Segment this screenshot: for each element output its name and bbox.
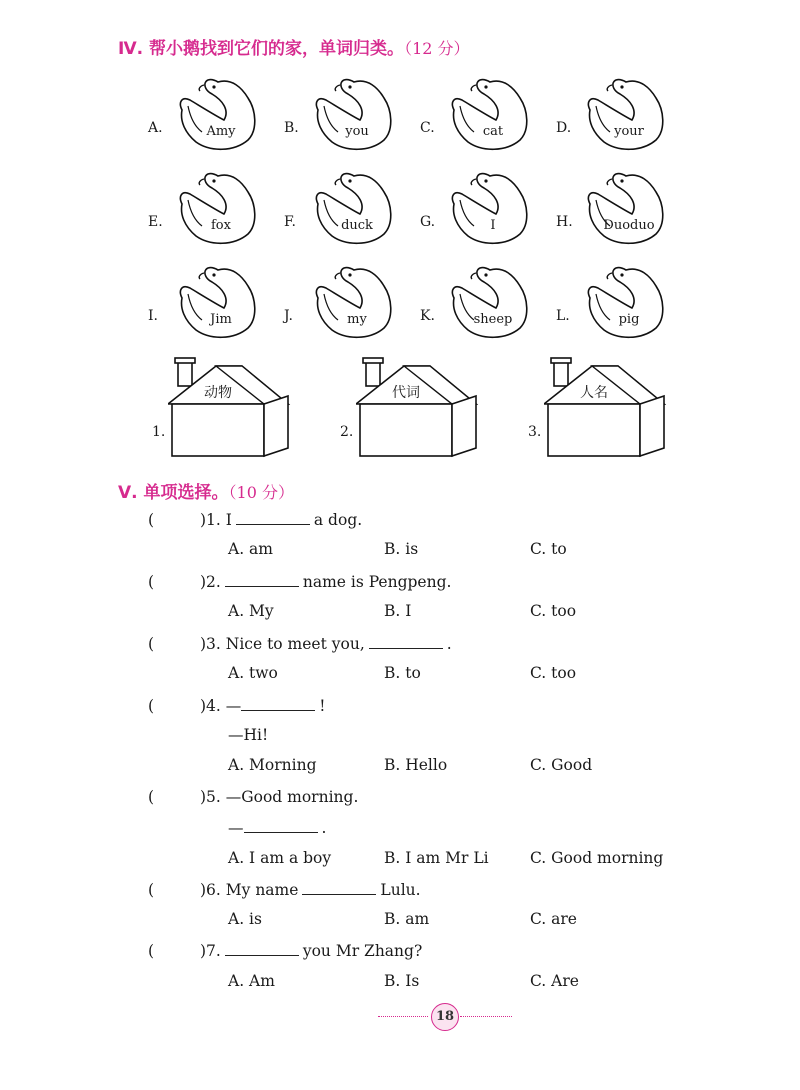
answer-paren[interactable]: ( [148,511,155,529]
answer-paren[interactable]: ( [148,881,155,899]
swan-letter: D. [556,120,572,136]
house-label: 动物 [204,385,232,401]
question-stem-end: . [446,635,452,653]
question-stem: )5. —Good morning. [200,788,359,806]
section-4-title-text: Ⅳ. 帮小鹅找到它们的家，单词归类。 [118,39,405,59]
question-3 [148,634,452,653]
house-animals[interactable] [152,356,308,466]
question-5 [148,788,358,806]
swan-card[interactable] [556,76,666,154]
swan-word: cat [482,124,504,139]
question-stem-end: a dog. [313,511,363,529]
swan-icon [174,264,258,342]
swan-letter: C. [420,120,435,136]
swan-letter: J. [284,308,293,324]
swan-letter: E. [148,214,163,230]
swan-word: sheep [473,312,513,327]
question-stem-end: you Mr Zhang? [302,942,423,960]
swan-word: Duoduo [603,218,655,233]
footer-divider-left [378,1016,428,1017]
answer-paren[interactable]: ( [148,942,155,960]
question-4-reply [228,726,268,744]
swan-card[interactable] [420,264,530,342]
option-c[interactable]: C. Good [530,756,593,774]
swan-card[interactable] [148,170,258,248]
option-b[interactable]: B. Hello [384,756,448,774]
swan-word: my [347,312,367,327]
dialogue-dash: — [228,819,244,837]
question-stem: )4. — [200,697,242,715]
question-stem: )2. [200,573,221,591]
option-a[interactable]: A. My [228,602,274,620]
section-4-score: （12 分） [404,39,470,58]
swan-icon [446,264,530,342]
answer-paren[interactable]: ( [148,697,155,715]
swan-word: your [614,124,644,139]
swan-letter: F. [284,214,296,230]
question-1 [148,510,362,529]
question-stem-end: name is Pengpeng. [302,573,452,591]
swan-icon [582,76,666,154]
question-2 [148,572,451,591]
option-a[interactable]: A. am [228,540,273,558]
swan-word: duck [341,218,373,233]
answer-blank[interactable] [225,572,299,587]
swan-letter: B. [284,120,299,136]
swan-card[interactable] [284,170,394,248]
house-number: 3. [528,424,542,440]
swan-letter: K. [420,308,435,324]
answer-paren[interactable]: ( [148,788,155,806]
page-number: 18 [431,1003,459,1031]
swan-icon [582,264,666,342]
answer-blank[interactable] [369,634,443,649]
question-5-reply [228,818,326,837]
swan-card[interactable] [284,76,394,154]
house-label: 代词 [392,385,420,401]
swan-icon [446,76,530,154]
swan-icon [174,170,258,248]
swan-icon [310,264,394,342]
option-a[interactable]: A. is [228,910,262,928]
swan-icon [446,170,530,248]
option-c[interactable]: C. are [530,910,577,928]
swan-card[interactable] [556,170,666,248]
option-a[interactable]: A. Am [228,972,275,990]
house-number: 1. [152,424,166,440]
swan-card[interactable] [420,170,530,248]
house-icon [168,356,308,466]
swan-card[interactable] [556,264,666,342]
option-b[interactable]: B. is [384,540,419,558]
swan-letter: L. [556,308,570,324]
swan-word: I [490,218,496,233]
option-c[interactable]: C. Are [530,972,579,990]
question-stem: )7. [200,942,221,960]
question-4 [148,696,326,715]
section-5-title-text: Ⅴ. 单项选择。 [118,483,229,503]
swan-letter: I. [148,308,158,324]
option-c[interactable]: C. too [530,602,577,620]
option-b[interactable]: B. I am Mr Li [384,849,489,867]
section-4-title [118,34,470,59]
swan-card[interactable] [420,76,530,154]
swan-card[interactable] [284,264,394,342]
answer-paren[interactable]: ( [148,573,155,591]
option-a[interactable]: A. Morning [228,756,317,774]
question-stem-end: ! [319,697,326,715]
question-stem: )3. Nice to meet you, [200,635,365,653]
answer-blank[interactable] [241,696,315,711]
house-icon [356,356,496,466]
option-a[interactable]: A. I am a boy [228,849,332,867]
option-b[interactable]: B. am [384,910,430,928]
swan-card[interactable] [148,264,258,342]
section-5-title [118,478,294,503]
dialogue-reply: —Hi! [228,726,269,744]
swan-letter: G. [420,214,436,230]
section-5-score: （10 分） [228,483,294,502]
house-names[interactable] [528,356,684,466]
option-b[interactable]: B. to [384,664,421,682]
question-6 [148,880,421,899]
option-c[interactable]: C. to [530,540,567,558]
house-icon [544,356,684,466]
option-c[interactable]: C. Good morning [530,849,664,867]
footer-divider-right [460,1016,512,1017]
swan-letter: A. [148,120,163,136]
swan-word: Jim [210,312,232,327]
swan-icon [310,170,394,248]
swan-word: Amy [206,124,236,139]
answer-blank[interactable] [244,818,318,833]
option-a[interactable]: A. two [228,664,278,682]
house-number: 2. [340,424,354,440]
option-c[interactable]: C. too [530,664,577,682]
swan-icon [174,76,258,154]
question-7 [148,941,422,960]
swan-word: pig [618,312,640,327]
swan-word: you [345,124,369,139]
swan-letter: H. [556,214,573,230]
question-stem: )1. I [200,511,232,529]
house-pronouns[interactable] [340,356,496,466]
swan-word: fox [211,218,231,233]
answer-blank[interactable] [302,880,376,895]
answer-blank[interactable] [225,941,299,956]
answer-paren[interactable]: ( [148,635,155,653]
swan-card[interactable] [148,76,258,154]
house-label: 人名 [580,385,608,401]
answer-blank[interactable] [236,510,310,525]
option-b[interactable]: B. Is [384,972,420,990]
question-stem-end: . [321,819,327,837]
question-stem: )6. My name [200,881,299,899]
swan-icon [310,76,394,154]
option-b[interactable]: B. I [384,602,412,620]
swan-icon [582,170,666,248]
question-stem-end: Lulu. [380,881,421,899]
